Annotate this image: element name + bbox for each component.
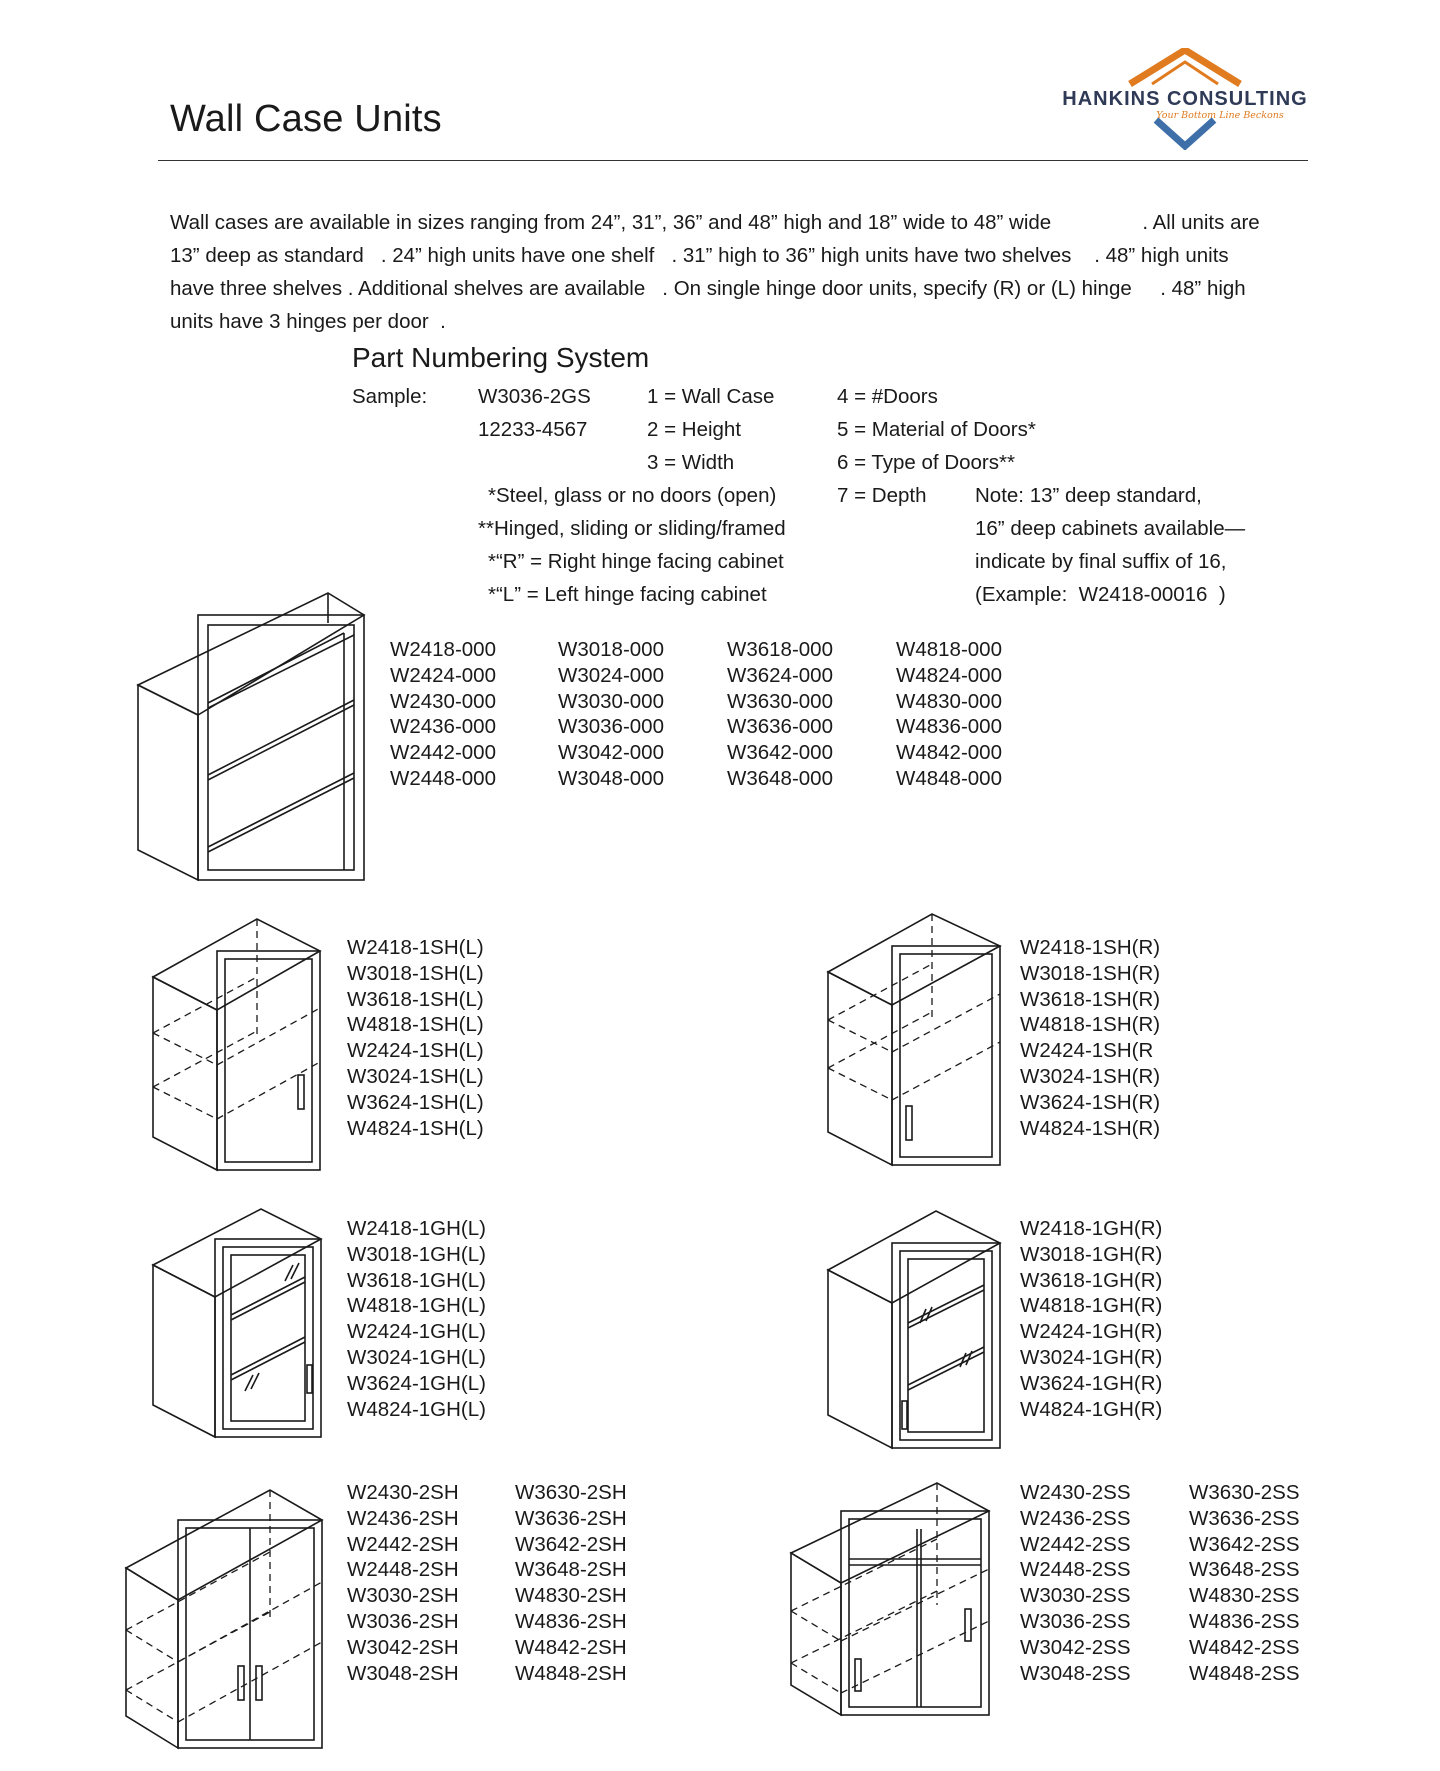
part-number: W2442-2SH bbox=[347, 1532, 459, 1556]
part-number: W4818-1SH(R) bbox=[1020, 1013, 1161, 1037]
part-number: W4824-000 bbox=[896, 663, 1002, 687]
sh2-parts-column bbox=[515, 1480, 627, 1686]
open-parts-column bbox=[558, 637, 664, 792]
part-number: W2436-2SS bbox=[1020, 1506, 1131, 1530]
part-number: W3624-1GH(L) bbox=[347, 1371, 486, 1395]
part-number: W4830-2SS bbox=[1189, 1584, 1300, 1608]
legend-item: 2 = Height bbox=[647, 418, 742, 441]
part-number: W2436-2SH bbox=[347, 1506, 459, 1530]
part-number: W4824-1GH(R) bbox=[1020, 1397, 1163, 1421]
part-number: W2424-1GH(R) bbox=[1020, 1320, 1163, 1344]
sh2-parts-column bbox=[347, 1480, 459, 1686]
part-number: W2436-000 bbox=[390, 715, 496, 739]
part-number: W3018-1SH(L) bbox=[347, 961, 484, 985]
part-number: W3648-2SH bbox=[515, 1558, 627, 1582]
legend-item: 3 = Width bbox=[647, 451, 735, 474]
depth-note: (Example: W2418-00016 ) bbox=[975, 583, 1226, 606]
glass-hinged-right-drawing bbox=[820, 1205, 1010, 1455]
part-number: W3018-1GH(L) bbox=[347, 1242, 486, 1266]
part-number: W3036-2SH bbox=[347, 1609, 459, 1633]
gh-right-parts bbox=[1020, 1216, 1162, 1422]
part-number: W4836-2SS bbox=[1189, 1609, 1300, 1633]
part-number: W2418-1GH(R) bbox=[1020, 1217, 1163, 1240]
legend-item: 5 = Material of Doors* bbox=[837, 418, 1036, 441]
part-number: W3642-000 bbox=[727, 741, 833, 765]
part-number: W3618-1SH(L) bbox=[347, 987, 484, 1011]
part-number: W4818-1GH(R) bbox=[1020, 1294, 1163, 1318]
legend-item: 4 = #Doors bbox=[837, 385, 938, 408]
part-number: W2430-000 bbox=[390, 689, 496, 713]
part-number: W4824-1SH(R) bbox=[1020, 1116, 1161, 1140]
part-number: W3048-2SS bbox=[1020, 1661, 1131, 1685]
part-number: W3630-2SS bbox=[1189, 1481, 1300, 1504]
part-number: W3048-000 bbox=[558, 766, 664, 790]
part-number: W3624-000 bbox=[727, 663, 833, 687]
part-number: W2448-2SH bbox=[347, 1558, 459, 1582]
sample-code: W3036-2GS bbox=[478, 385, 591, 408]
part-number: W3618-1SH(R) bbox=[1020, 987, 1161, 1011]
title-rule bbox=[158, 160, 1308, 161]
company-logo bbox=[1060, 48, 1310, 150]
part-number: W3642-2SH bbox=[515, 1532, 627, 1556]
part-number: W3042-2SS bbox=[1020, 1635, 1131, 1659]
part-number: W3618-000 bbox=[727, 638, 833, 661]
footnote: **Hinged, sliding or sliding/framed bbox=[478, 517, 786, 540]
part-number: W3024-1GH(L) bbox=[347, 1345, 486, 1369]
part-number: W3036-000 bbox=[558, 715, 664, 739]
intro-paragraph bbox=[170, 206, 1260, 338]
part-number: W3618-1GH(L) bbox=[347, 1268, 486, 1292]
sample-label: Sample: bbox=[352, 385, 428, 408]
part-number: W4842-000 bbox=[896, 741, 1002, 765]
part-number: W3018-000 bbox=[558, 638, 664, 661]
part-number: W3024-1SH(L) bbox=[347, 1064, 484, 1088]
part-number: W3618-1GH(R) bbox=[1020, 1268, 1163, 1292]
footnote: *“L” = Left hinge facing cabinet bbox=[488, 583, 767, 606]
part-number: W3048-2SH bbox=[347, 1661, 459, 1685]
part-number: W3624-1SH(L) bbox=[347, 1090, 484, 1114]
double-sliding-drawing bbox=[785, 1475, 995, 1725]
part-number: W2424-1SH(L) bbox=[347, 1039, 484, 1063]
logo-name: HANKINS CONSULTING bbox=[1062, 88, 1308, 110]
footnote: *Steel, glass or no doors (open) bbox=[488, 484, 777, 507]
part-number: W3030-2SS bbox=[1020, 1584, 1131, 1608]
part-number: W4818-1GH(L) bbox=[347, 1294, 486, 1318]
intro-line: 13” deep as standard . 24” high units have one shelf . 31” high to 36” high units have two shelves . 48” high units bbox=[170, 244, 1229, 267]
part-number: W2442-2SS bbox=[1020, 1532, 1131, 1556]
part-numbering-title: Part Numbering System bbox=[352, 342, 650, 373]
ss2-parts-column bbox=[1020, 1480, 1131, 1686]
part-number: W3036-2SS bbox=[1020, 1609, 1131, 1633]
open-parts-column bbox=[896, 637, 1002, 792]
part-number: W3024-1SH(R) bbox=[1020, 1064, 1161, 1088]
gh-left-parts bbox=[347, 1216, 486, 1422]
open-parts-column bbox=[727, 637, 833, 792]
part-number: W3030-000 bbox=[558, 689, 664, 713]
part-number: W2424-000 bbox=[390, 663, 496, 687]
intro-line: Wall cases are available in sizes ranging from 24”, 31”, 36” and 48” high and 18” wide to 48” wide . All units are bbox=[170, 211, 1260, 234]
part-number: W4848-2SS bbox=[1189, 1661, 1300, 1685]
part-number: W3624-1SH(R) bbox=[1020, 1090, 1161, 1114]
part-number: W4842-2SS bbox=[1189, 1635, 1300, 1659]
sh-right-parts bbox=[1020, 935, 1160, 1141]
intro-line: units have 3 hinges per door . bbox=[170, 310, 446, 333]
part-number: W3018-1SH(R) bbox=[1020, 961, 1161, 985]
page-title: Wall Case Units bbox=[170, 98, 442, 140]
part-number: W4842-2SH bbox=[515, 1635, 627, 1659]
depth-note: 16” deep cabinets available— bbox=[975, 517, 1246, 540]
part-number: W2430-2SS bbox=[1020, 1481, 1131, 1504]
part-number: W2418-1SH(R) bbox=[1020, 936, 1161, 959]
part-number: W4824-1GH(L) bbox=[347, 1397, 486, 1421]
depth-note: indicate by final suffix of 16, bbox=[975, 550, 1227, 573]
legend-item: 6 = Type of Doors** bbox=[837, 451, 1015, 474]
part-number: W2448-000 bbox=[390, 766, 496, 790]
part-number: W4836-2SH bbox=[515, 1609, 627, 1633]
part-number: W4848-2SH bbox=[515, 1661, 627, 1685]
part-number: W2418-1GH(L) bbox=[347, 1217, 486, 1240]
part-number: W4830-000 bbox=[896, 689, 1002, 713]
open-parts-column bbox=[390, 637, 496, 792]
legend-item: 1 = Wall Case bbox=[647, 385, 775, 408]
intro-line: have three shelves . Additional shelves are available . On single hinge door units, specify (R) or (L) hinge . 48” high bbox=[170, 277, 1246, 300]
part-number: W3630-2SH bbox=[515, 1481, 627, 1504]
legend-item: 7 = Depth bbox=[837, 484, 927, 507]
part-number: W3648-2SS bbox=[1189, 1558, 1300, 1582]
single-hinged-right-drawing bbox=[820, 910, 1010, 1170]
part-number: W2418-1SH(L) bbox=[347, 936, 484, 959]
part-number: W3030-2SH bbox=[347, 1584, 459, 1608]
part-number: W4848-000 bbox=[896, 766, 1002, 790]
part-number: W3024-000 bbox=[558, 663, 664, 687]
part-number: W3042-000 bbox=[558, 741, 664, 765]
depth-note: Note: 13” deep standard, bbox=[975, 484, 1202, 507]
part-number: W2430-2SH bbox=[347, 1481, 459, 1504]
sample-positions: 12233-4567 bbox=[478, 418, 588, 441]
part-number: W3024-1GH(R) bbox=[1020, 1345, 1163, 1369]
part-number: W2442-000 bbox=[390, 741, 496, 765]
part-number: W3624-1GH(R) bbox=[1020, 1371, 1163, 1395]
part-number: W4836-000 bbox=[896, 715, 1002, 739]
double-hinged-drawing bbox=[120, 1480, 330, 1755]
part-number: W3642-2SS bbox=[1189, 1532, 1300, 1556]
part-number: W3630-000 bbox=[727, 689, 833, 713]
part-number: W3636-000 bbox=[727, 715, 833, 739]
sh-left-parts bbox=[347, 935, 484, 1141]
part-number: W4818-000 bbox=[896, 638, 1002, 661]
part-number: W2448-2SS bbox=[1020, 1558, 1131, 1582]
footnote: *“R” = Right hinge facing cabinet bbox=[488, 550, 784, 573]
part-number: W3648-000 bbox=[727, 766, 833, 790]
part-number: W2424-1GH(L) bbox=[347, 1320, 486, 1344]
ss2-parts-column bbox=[1189, 1480, 1300, 1686]
part-number: W4830-2SH bbox=[515, 1584, 627, 1608]
part-number: W2418-000 bbox=[390, 638, 496, 661]
part-number: W4818-1SH(L) bbox=[347, 1013, 484, 1037]
part-number: W3018-1GH(R) bbox=[1020, 1242, 1163, 1266]
single-hinged-left-drawing bbox=[145, 915, 325, 1175]
part-number: W2424-1SH(R bbox=[1020, 1039, 1154, 1063]
part-number: W3636-2SH bbox=[515, 1506, 627, 1530]
logo-tagline: Your Bottom Line Beckons bbox=[1156, 110, 1284, 121]
part-number: W3636-2SS bbox=[1189, 1506, 1300, 1530]
open-wall-case-drawing bbox=[130, 585, 370, 885]
glass-hinged-left-drawing bbox=[145, 1205, 325, 1445]
part-number: W3042-2SH bbox=[347, 1635, 459, 1659]
part-number: W4824-1SH(L) bbox=[347, 1116, 484, 1140]
